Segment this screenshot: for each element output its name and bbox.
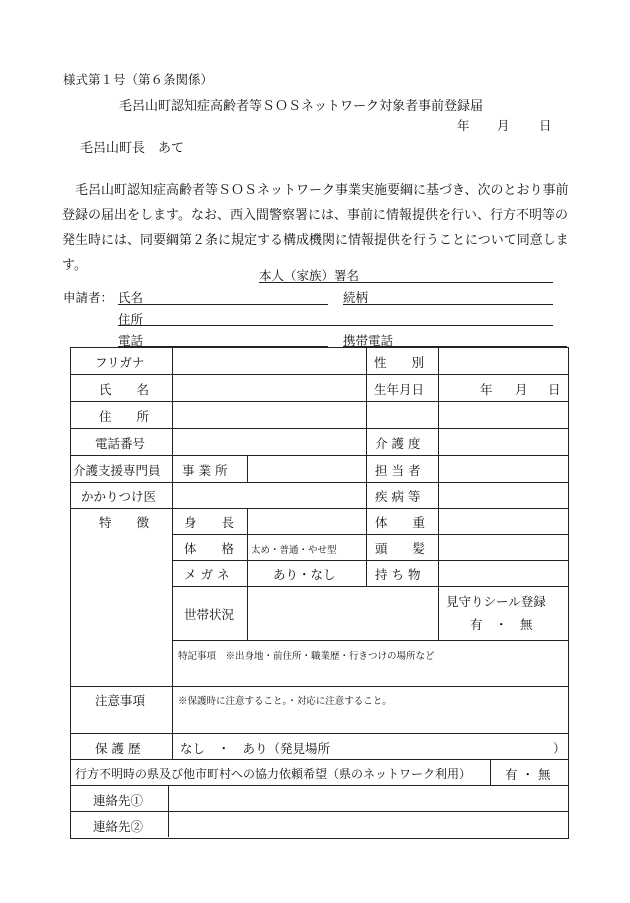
applicant-phone-label: 電話 (118, 333, 144, 348)
watch-seal-label: 見守りシール登録 (446, 594, 546, 609)
staff-label: 担 当 者 (375, 463, 421, 478)
applicant-mobile-label: 携帯電話 (343, 333, 394, 348)
phone-label: 電話番号 (95, 436, 146, 451)
glasses-options[interactable]: あり・なし (273, 567, 336, 582)
protection-close: ） (553, 741, 566, 756)
name-label: 氏 名 (99, 382, 150, 397)
family-doctor-label: かかりつけ医 (81, 489, 157, 504)
care-manager-label: 介護支援専門員 (73, 463, 161, 478)
applicant-address-field[interactable] (118, 325, 553, 326)
cautions-label: 注意事項 (95, 693, 146, 708)
applicant-label: 申請者： (63, 290, 114, 305)
birth-month: 月 (515, 382, 528, 397)
office-label: 事 業 所 (182, 463, 228, 478)
date-month: 月 (497, 118, 510, 133)
addressee: 毛呂山町長 あて (80, 141, 185, 156)
protection-history-label: 保 護 歴 (95, 741, 141, 756)
date-year: 年 (457, 118, 470, 133)
contact2-label: 連絡先② (93, 819, 144, 834)
applicant-name-field[interactable] (118, 304, 328, 305)
form-number: 様式第１号（第６条関係） (63, 72, 214, 87)
birth-year: 年 (480, 382, 493, 397)
weight-label: 体 重 (375, 515, 426, 530)
special-notes: 特記事項 ※出身地・前住所・職業歴・行きつけの場所など (178, 651, 435, 662)
applicant-address-label: 住所 (118, 312, 144, 327)
signature-label: 本人（家族）署名 (259, 268, 360, 283)
birth-day: 日 (548, 382, 561, 397)
signature-line[interactable] (259, 282, 553, 283)
cooperation-request-label: 行方不明時の県及び他市町村への協力依頼希望（県のネットワーク利用） (75, 767, 472, 781)
care-level-label: 介 護 度 (375, 436, 421, 451)
glasses-label: メ ガ ネ (184, 567, 230, 582)
features-label: 特 徴 (99, 515, 150, 530)
contact1-label: 連絡先① (93, 793, 144, 808)
form-title: 毛呂山町認知症高齢者等ＳＯＳネットワーク対象者事前登録届 (119, 99, 484, 114)
intro-paragraph: 毛呂山町認知症高齢者等ＳＯＳネットワーク事業実施要綱に基づき、次のとおり事前登録の届出をします。なお、西入間警察署には、事前に情報提供を行い、行方不明等の発生時には、同要綱第２条に規定する構成機関に情報提供を行うことについて同意します。 (62, 183, 569, 273)
build-label: 体 格 (184, 541, 235, 556)
disease-label: 疾 病 等 (375, 489, 421, 504)
cooperation-options[interactable]: 有 ・ 無 (505, 767, 551, 782)
cautions-note: ※保護時に注意すること。・対応に注意すること。 (178, 696, 392, 707)
applicant-name-label: 氏名 (118, 290, 144, 305)
birthdate-label: 生年月日 (374, 382, 425, 397)
protection-options[interactable]: なし ・ あり（発見場所 (180, 741, 331, 756)
applicant-relation-label: 続柄 (343, 290, 369, 305)
household-label: 世帯状況 (184, 607, 235, 622)
date-day: 日 (539, 118, 552, 133)
address-label: 住 所 (99, 409, 150, 424)
gender-label: 性 別 (374, 355, 425, 370)
hair-label: 頭 髪 (375, 541, 426, 556)
belongings-label: 持 ち 物 (375, 567, 421, 582)
height-label: 身 長 (184, 515, 235, 530)
furigana-label: フリガナ (95, 355, 145, 370)
watch-seal-options[interactable]: 有 ・ 無 (470, 617, 533, 632)
build-options[interactable]: 太め・普通・やせ型 (251, 545, 337, 556)
applicant-relation-field[interactable] (343, 304, 553, 305)
